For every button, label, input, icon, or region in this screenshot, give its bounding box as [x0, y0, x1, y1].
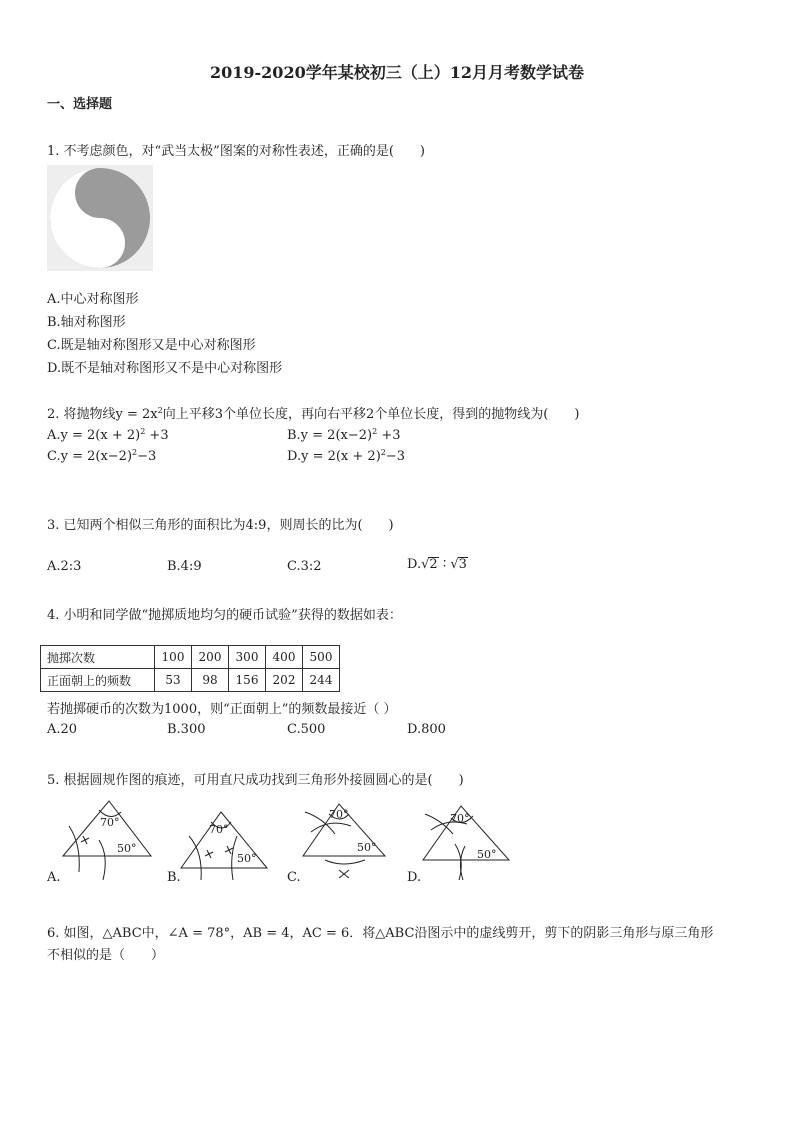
- q6-stem-line1: 6. 如图，△ABC中，∠A = 78°，AB = 4，AC = 6．将△ABC沿图示中的虚线剪开，剪下的阴影三角形与原三角形: [47, 926, 714, 941]
- q1-option-d: D.既不是轴对称图形又不是中心对称图形: [47, 361, 283, 376]
- frequency-table: [40, 645, 340, 692]
- table-cell: 98: [192, 669, 229, 692]
- angle-right-label: 50°: [237, 852, 257, 865]
- q3-stem: 3. 已知两个相似三角形的面积比为4:9，则周长的比为( ): [47, 518, 394, 533]
- q4-option-d: D.800: [407, 722, 446, 737]
- angle-top-label: 70°: [100, 816, 120, 829]
- angle-right-label: 50°: [477, 848, 497, 861]
- q1-stem: 1. 不考虑颜色，对“武当太极”图案的对称性表述，正确的是( ): [47, 144, 425, 159]
- page-title: 2019-2020学年某校初三（上）12月月考数学试卷: [210, 63, 584, 82]
- q2-option-d: $D.y = 2(x + 2)^2-3$: [287, 448, 406, 464]
- table-cell: 53: [155, 669, 192, 692]
- q3-option-b: B.4:9: [167, 559, 202, 574]
- angle-top-label: 70°: [329, 808, 349, 821]
- taiji-image: [47, 165, 153, 271]
- table-row: [41, 646, 340, 669]
- q3-option-c: C.3:2: [287, 559, 322, 574]
- q5-option-b: B.: [167, 870, 181, 885]
- angle-right-label: 50°: [117, 842, 137, 855]
- q2-option-a: $A.y = 2(x + 2)^2 +3$: [47, 427, 169, 443]
- angle-right-label: 50°: [357, 841, 377, 854]
- q4-option-c: C.500: [287, 722, 326, 737]
- table-cell: 156: [229, 669, 266, 692]
- table-cell: 200: [192, 646, 229, 669]
- q5-option-c: C.: [287, 870, 301, 885]
- q1-option-a: A.中心对称图形: [47, 292, 139, 307]
- table-cell: 抛掷次数: [41, 646, 155, 669]
- q5-option-a: A.: [47, 870, 61, 885]
- q2-option-b: $B.y = 2(x-2)^2 +3$: [287, 427, 401, 443]
- angle-top-label: 70°: [450, 812, 470, 825]
- triangle-figure-b: [175, 806, 285, 882]
- q3-option-d: D.√2 ∶ √3: [407, 557, 467, 572]
- table-cell: 100: [155, 646, 192, 669]
- table-cell: 300: [229, 646, 266, 669]
- q4-option-a: A.20: [47, 722, 78, 737]
- q2-option-c: $C.y = 2(x-2)^2-3$: [47, 448, 157, 464]
- table-cell: 400: [266, 646, 303, 669]
- q4-option-b: B.300: [167, 722, 206, 737]
- table-cell: 202: [266, 669, 303, 692]
- table-row: [41, 669, 340, 692]
- table-cell: 244: [303, 669, 340, 692]
- table-cell: 500: [303, 646, 340, 669]
- q4-followup: 若抛掷硬币的次数为1000，则“正面朝上”的频数最接近（ ）: [47, 702, 397, 717]
- triangle-figure-d: [415, 800, 525, 882]
- q2-stem: 2. 将抛物线$y = 2x^2$向上平移3个单位长度，再向右平移2个单位长度，得到的抛物线为( ): [47, 406, 580, 422]
- q6-stem-line2: 不相似的是（ ）: [47, 948, 165, 963]
- q3-option-a: A.2:3: [47, 559, 82, 574]
- triangle-figure-c: [295, 798, 405, 882]
- section-heading: 一、选择题: [47, 97, 113, 112]
- q1-option-c: C.既是轴对称图形又是中心对称图形: [47, 338, 256, 353]
- q1-option-b: B.轴对称图形: [47, 315, 126, 330]
- triangle-figure-a: [55, 796, 165, 882]
- angle-top-label: 70°: [209, 823, 229, 836]
- q5-stem: 5. 根据圆规作图的痕迹，可用直尺成功找到三角形外接圆圆心的是( ): [47, 773, 464, 788]
- q4-stem: 4. 小明和同学做“抛掷质地均匀的硬币试验”获得的数据如表：: [47, 608, 402, 623]
- q5-option-d: D.: [407, 870, 422, 885]
- table-cell: 正面朝上的频数: [41, 669, 155, 692]
